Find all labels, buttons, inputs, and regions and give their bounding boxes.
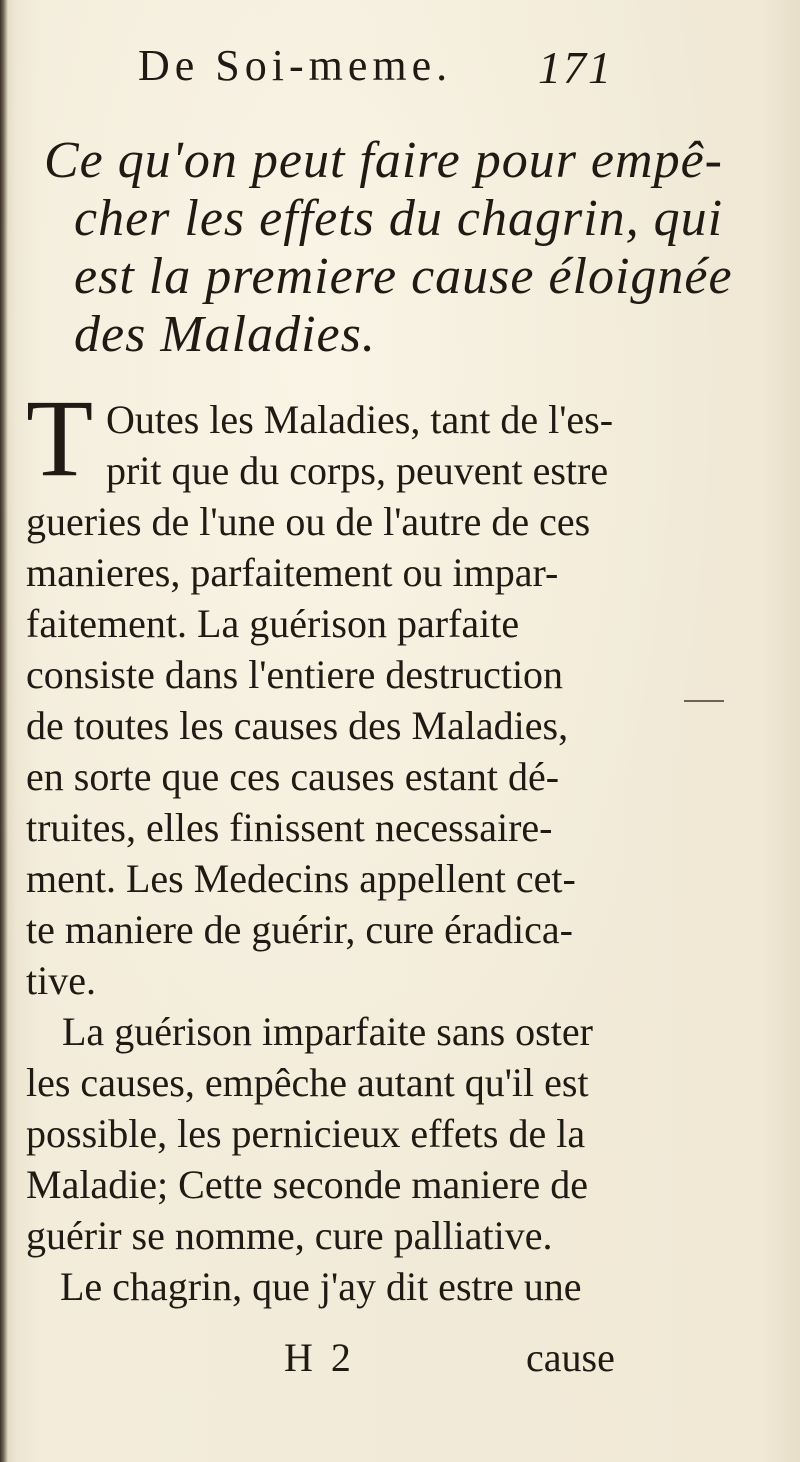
text-line: Outes les Maladies, tant de l'es- [106, 397, 614, 442]
drop-cap: T [26, 377, 94, 499]
text-line: truites, elles finissent necessaire- [26, 805, 553, 850]
text-line: faitement. La guérison parfaite [26, 601, 520, 646]
text-line: manieres, parfaitement ou impar- [26, 550, 559, 595]
text-line: Maladie; Cette seconde maniere de [26, 1162, 588, 1207]
body-text [26, 394, 626, 1312]
text-line: te maniere de guérir, cure éradica- [26, 907, 573, 952]
chapter-heading-line: Ce qu'on peut faire pour empê- [44, 132, 723, 189]
signature-mark: H 2 [284, 1335, 355, 1380]
text-line: ment. Les Medecins appellent cet- [26, 856, 576, 901]
text-line: consiste dans l'entiere destruction [26, 652, 564, 697]
text-line: tive. [26, 958, 96, 1003]
text-line: Le chagrin, que j'ay dit estre une [60, 1264, 582, 1309]
text-line: en sorte que ces causes estant dé- [26, 754, 560, 799]
text-line: prit que du corps, peuvent estre [106, 448, 609, 493]
catchword: cause [526, 1335, 615, 1380]
text-line: gueries de l'une ou de l'autre de ces [26, 499, 591, 544]
margin-mark [684, 700, 724, 702]
chapter-heading-line: cher les effets du chagrin, qui [74, 190, 724, 247]
page-gutter-edge [0, 0, 8, 1462]
text-line: possible, les pernicieux effets de la [26, 1111, 586, 1156]
running-head: De Soi-meme. [138, 41, 453, 90]
text-line: guérir se nomme, cure palliative. [26, 1213, 553, 1258]
text-line: de toutes les causes des Maladies, [26, 703, 569, 748]
chapter-heading-line: est la premiere cause éloignée [74, 248, 733, 305]
text-line: La guérison imparfaite sans oster [62, 1009, 593, 1054]
chapter-heading-line: des Maladies. [74, 306, 376, 363]
first-paragraph-opening [26, 394, 626, 496]
text-line: les causes, empêche autant qu'il est [26, 1060, 589, 1105]
chapter-heading [44, 132, 733, 364]
page-number: 171 [538, 42, 613, 93]
